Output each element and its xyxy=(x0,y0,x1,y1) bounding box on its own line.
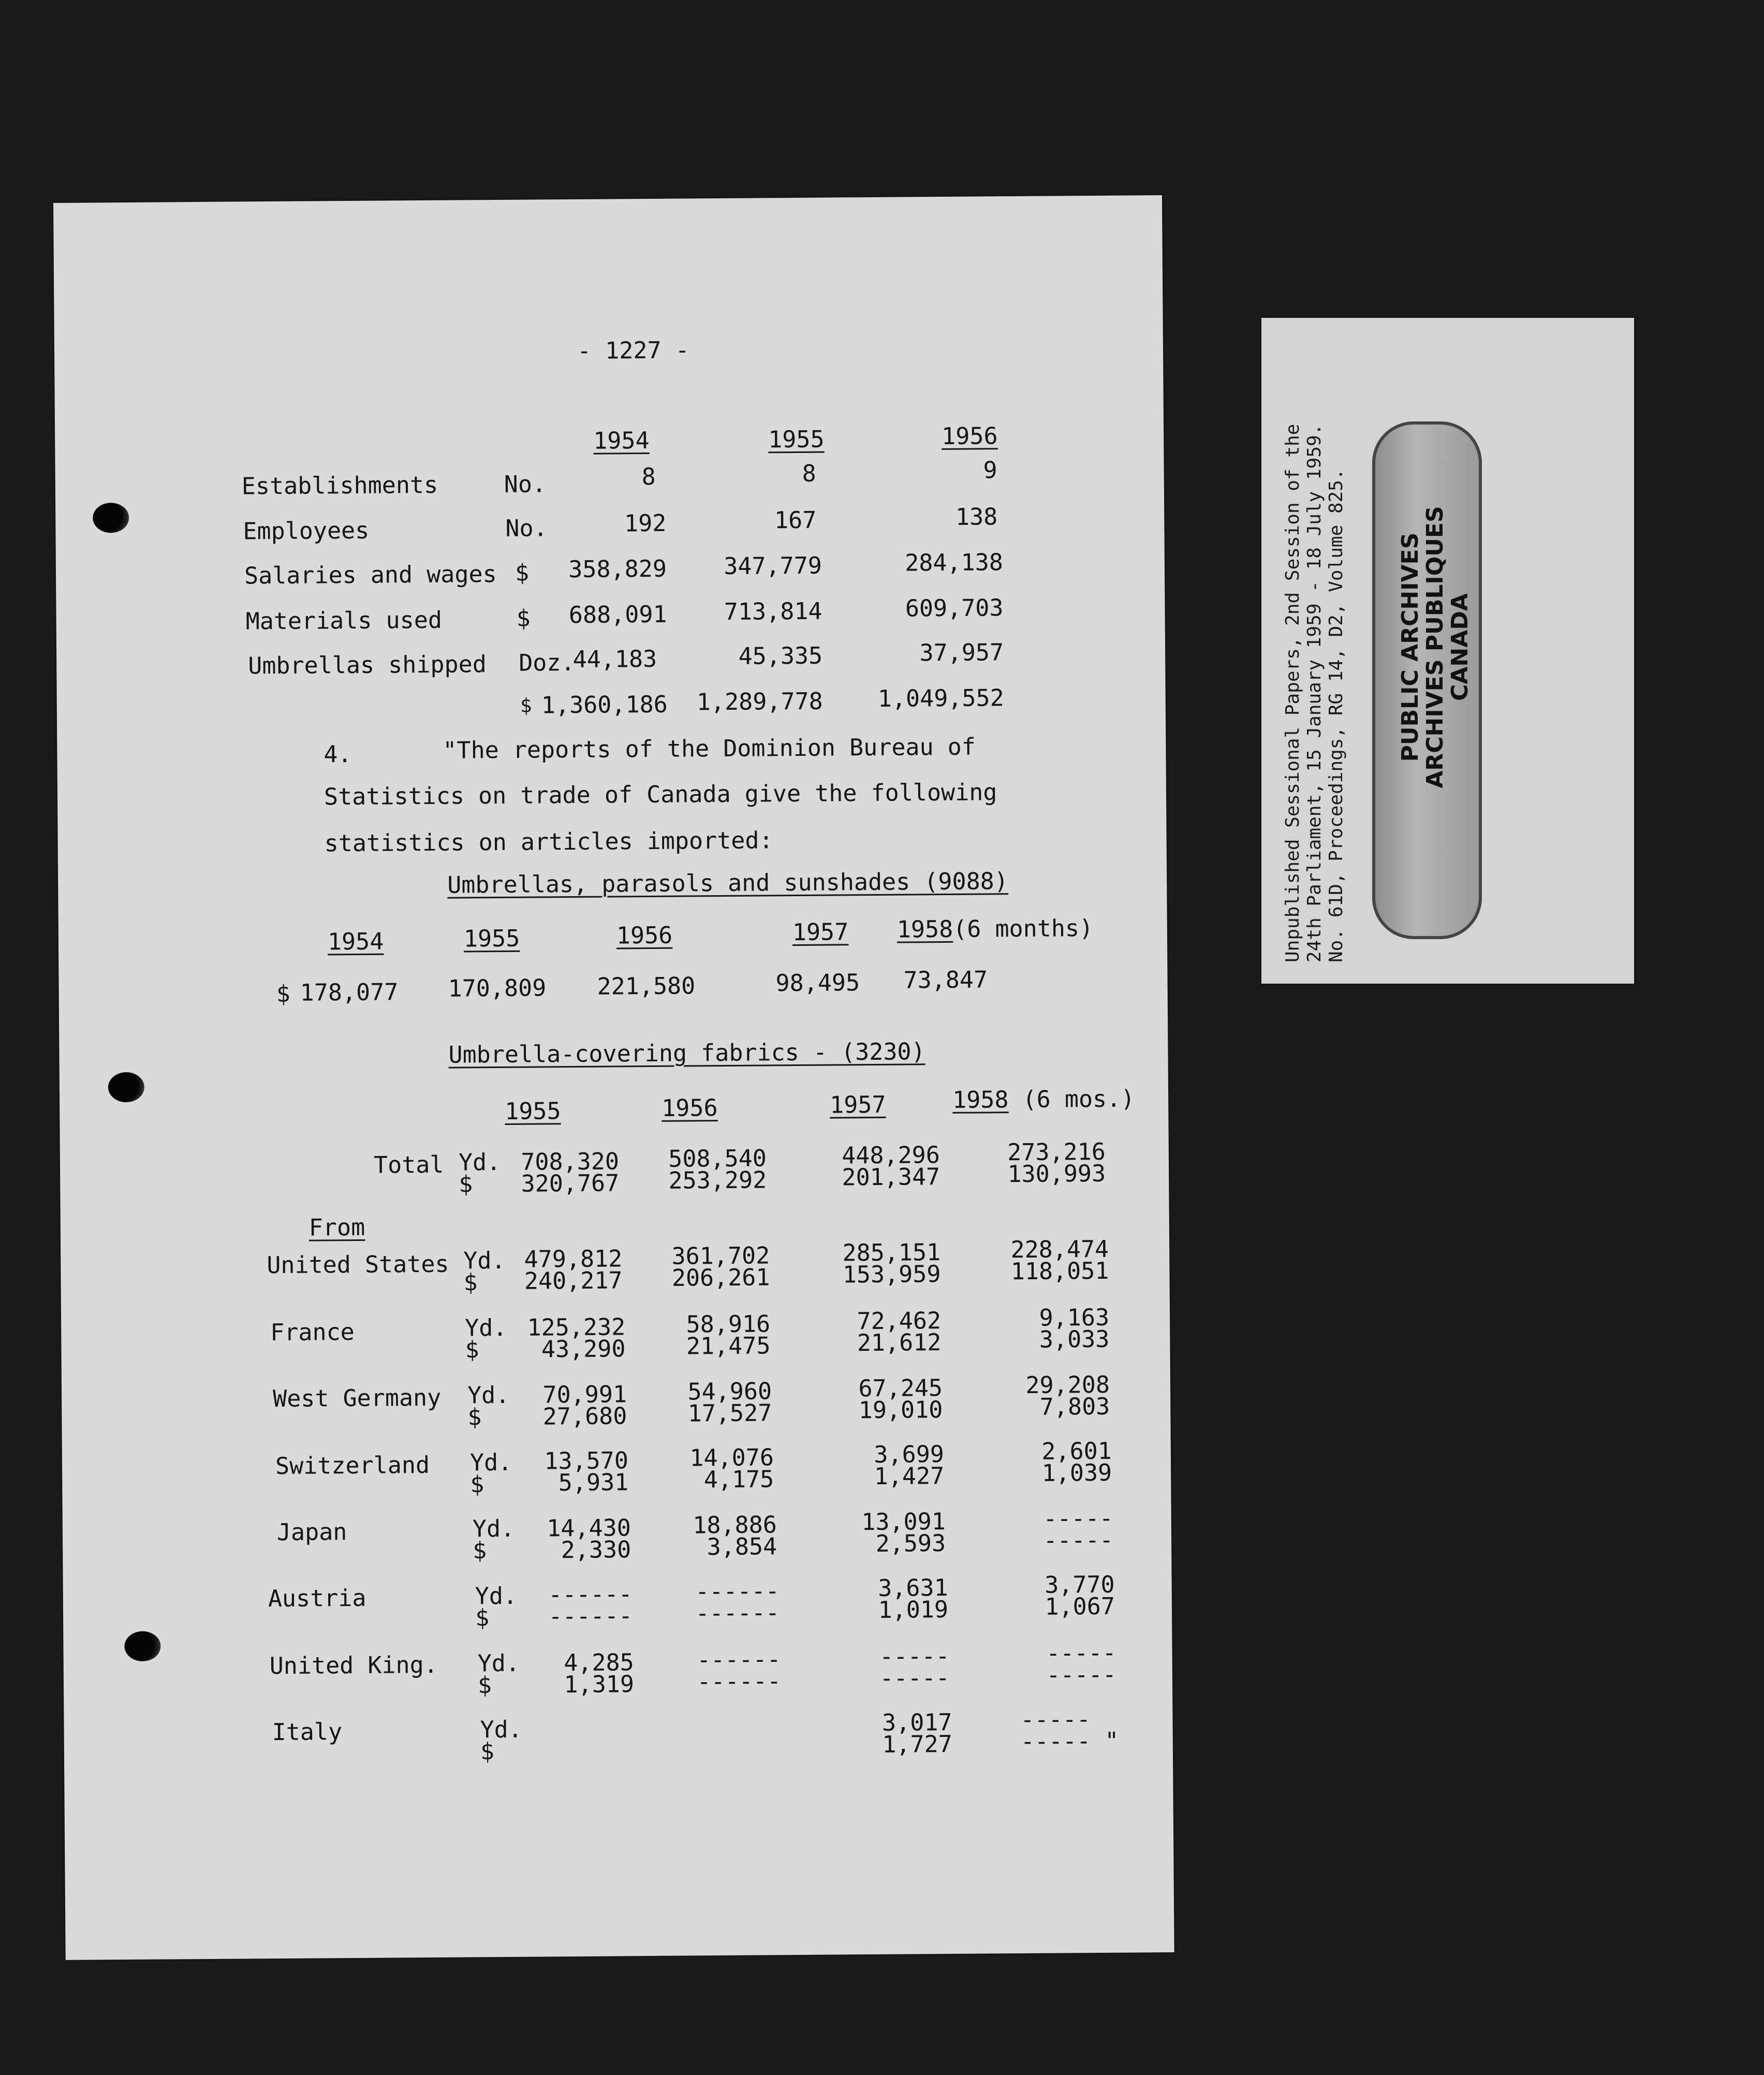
year-header: 1955 xyxy=(768,425,825,454)
unit-stack: Yd. $ xyxy=(469,1448,512,1498)
value-stack: 13,091 2,593 xyxy=(861,1508,946,1557)
cell-value: 8 xyxy=(641,462,656,491)
country-name: United King. xyxy=(269,1650,438,1680)
year-header: 1957 xyxy=(830,1090,886,1119)
year-header: 1955 xyxy=(505,1097,561,1125)
year-header: 1956 xyxy=(942,422,998,450)
archive-caption xyxy=(1282,326,1347,962)
unit-stack: Yd. $ xyxy=(477,1649,520,1699)
value-stack: 3,017 1,727 xyxy=(881,1708,953,1758)
stamp-line: CANADA xyxy=(1447,593,1473,701)
value-stack: 4,285 1,319 xyxy=(564,1648,635,1699)
archive-caption-line: Unpublished Sessional Papers, 2nd Session of the xyxy=(1282,423,1303,962)
value-stack: 67,245 19,010 xyxy=(858,1374,943,1424)
row-unit: $ xyxy=(516,604,531,632)
punch-hole xyxy=(93,503,129,533)
value-stack: 2,601 1,039 xyxy=(1041,1437,1112,1487)
row-label: Salaries and wages xyxy=(244,560,497,590)
cell-value: 167 xyxy=(774,506,817,534)
row-unit: $ xyxy=(520,694,532,717)
unit-stack: Yd. $ xyxy=(463,1246,506,1296)
value-stack: 72,462 21,612 xyxy=(857,1307,942,1357)
value-stack: 14,430 2,330 xyxy=(547,1514,631,1564)
cell-value: 37,957 xyxy=(919,638,1004,667)
from-label: From xyxy=(308,1213,365,1241)
cell-value: 45,335 xyxy=(738,641,823,670)
document-page xyxy=(53,195,1174,1960)
value-stack: 228,474 118,051 xyxy=(1010,1235,1109,1285)
cell-value: 178,077 xyxy=(300,978,399,1006)
value-stack: ----- ----- xyxy=(1046,1639,1117,1689)
country-name: West Germany xyxy=(272,1383,442,1413)
cell-value: 170,809 xyxy=(448,974,547,1002)
paragraph-line: Statistics on trade of Canada give the following xyxy=(324,778,997,811)
value-stack: 125,232 43,290 xyxy=(527,1313,626,1363)
archive-stamp-text xyxy=(1398,481,1473,813)
row-label: Establishments xyxy=(241,471,438,500)
value-stack: ------ ------ xyxy=(548,1580,633,1630)
row-label: Employees xyxy=(243,516,370,545)
year-header: 1954 xyxy=(593,426,650,455)
cell-value: 713,814 xyxy=(724,597,822,625)
table-title: Umbrellas, parasols and sunshades (9088) xyxy=(447,867,1009,899)
archive-caption-line: No. 61D, Proceedings, RG 14, D2, Volume 825. xyxy=(1326,469,1347,962)
row-unit: No. xyxy=(505,514,548,542)
value-stack: 273,216 130,993 xyxy=(1007,1137,1106,1188)
cell-value: 1,289,778 xyxy=(696,687,823,716)
value-stack: 13,570 5,931 xyxy=(544,1446,629,1497)
value-stack: 285,151 153,959 xyxy=(842,1238,941,1289)
unit-stack: Yd. $ xyxy=(467,1381,510,1431)
country-name: Italy xyxy=(272,1718,343,1746)
row-label: Materials used xyxy=(245,606,443,635)
value-stack: 479,812 240,217 xyxy=(524,1245,623,1295)
archive-label-card xyxy=(1261,318,1634,984)
value-stack: 29,208 7,803 xyxy=(1025,1370,1110,1421)
cell-value: 609,703 xyxy=(905,594,1004,622)
cell-value: 9 xyxy=(983,456,997,484)
cell-value: 44,183 xyxy=(572,645,657,674)
unit-stack: Yd. $ xyxy=(475,1582,518,1632)
value-stack xyxy=(623,1715,782,1716)
punch-hole xyxy=(124,1631,160,1661)
value-stack: ----- ----- xyxy=(879,1642,950,1692)
cell-value: 1,360,186 xyxy=(541,690,668,719)
cell-value: 192 xyxy=(624,509,667,537)
year-header: 1957 xyxy=(792,918,849,946)
value-stack: ----- ----- " xyxy=(1020,1705,1119,1756)
country-name: Austria xyxy=(268,1584,366,1613)
cell-value: 347,779 xyxy=(724,551,822,580)
unit-stack: Yd. $ xyxy=(472,1514,515,1565)
stamp-line: ARCHIVES PUBLIQUES xyxy=(1422,506,1448,788)
row-unit: Doz. xyxy=(519,648,575,677)
cell-value: 688,091 xyxy=(568,600,667,629)
cell-value: 284,138 xyxy=(905,548,1004,577)
value-stack: 3,631 1,019 xyxy=(878,1573,949,1624)
year-header: 1956 xyxy=(616,921,673,949)
paragraph-line: "The reports of the Dominion Bureau of xyxy=(443,733,976,764)
year-header: 1955 xyxy=(463,924,520,953)
paragraph-line: statistics on articles imported: xyxy=(324,826,773,857)
value-stack: 9,163 3,033 xyxy=(1039,1303,1110,1353)
value-stack: ----- ----- xyxy=(1043,1504,1114,1554)
cell-value: 221,580 xyxy=(597,972,696,1000)
cell-value: 8 xyxy=(802,459,816,487)
cell-value: 138 xyxy=(955,503,998,531)
table-title: Umbrella-covering fabrics - (3230) xyxy=(448,1038,925,1069)
value-stack: 3,699 1,427 xyxy=(874,1440,945,1490)
total-label: Total xyxy=(373,1150,444,1179)
archive-stamp xyxy=(1372,421,1482,939)
year-header: 1954 xyxy=(327,927,384,956)
row-unit: $ xyxy=(514,559,530,587)
row-label: Umbrellas shipped xyxy=(248,650,487,680)
value-stack: 448,296 201,347 xyxy=(842,1141,940,1191)
value-stack: 3,770 1,067 xyxy=(1045,1570,1115,1620)
value-stack: 14,076 4,175 xyxy=(689,1443,774,1494)
year-header: 1958 xyxy=(896,915,953,943)
archive-caption-line: 24th Parliament, 15 January 1959 - 18 July 1959. xyxy=(1304,423,1325,962)
value-stack: 508,540 253,292 xyxy=(668,1144,767,1194)
value-stack: 18,886 3,854 xyxy=(693,1511,777,1561)
unit-stack: Yd. $ xyxy=(465,1313,507,1364)
punch-hole xyxy=(108,1072,144,1102)
country-name: Japan xyxy=(276,1518,347,1546)
stamp-line: PUBLIC ARCHIVES xyxy=(1397,532,1423,762)
page-number: - 1227 - xyxy=(577,336,689,364)
value-stack: ------ ------ xyxy=(696,1645,782,1696)
unit-stack: Yd. $ xyxy=(480,1715,523,1765)
year-note: (6 months) xyxy=(953,914,1094,943)
year-header: 1956 xyxy=(662,1094,718,1122)
row-unit: No. xyxy=(504,470,547,498)
year-header: 1958 xyxy=(952,1086,1009,1114)
cell-value: 98,495 xyxy=(775,969,860,997)
value-stack: 708,320 320,767 xyxy=(521,1147,620,1197)
value-stack: 361,702 206,261 xyxy=(671,1241,770,1292)
cell-value: 358,829 xyxy=(568,554,667,583)
country-name: United States xyxy=(267,1250,449,1279)
value-stack: ------ ------ xyxy=(695,1577,780,1627)
unit-stack: Yd. $ xyxy=(458,1148,501,1198)
country-name: Switzerland xyxy=(275,1451,430,1480)
value-stack: 58,916 21,475 xyxy=(686,1310,771,1360)
year-note: (6 mos.) xyxy=(1022,1085,1135,1113)
value-stack: 54,960 17,527 xyxy=(687,1377,772,1427)
paragraph-number: 4. xyxy=(324,740,352,768)
country-name: France xyxy=(270,1318,355,1347)
currency-sign: $ xyxy=(276,980,290,1008)
cell-value: 1,049,552 xyxy=(877,684,1004,712)
cell-value: 73,847 xyxy=(903,966,988,994)
value-stack: 70,991 27,680 xyxy=(542,1380,627,1430)
